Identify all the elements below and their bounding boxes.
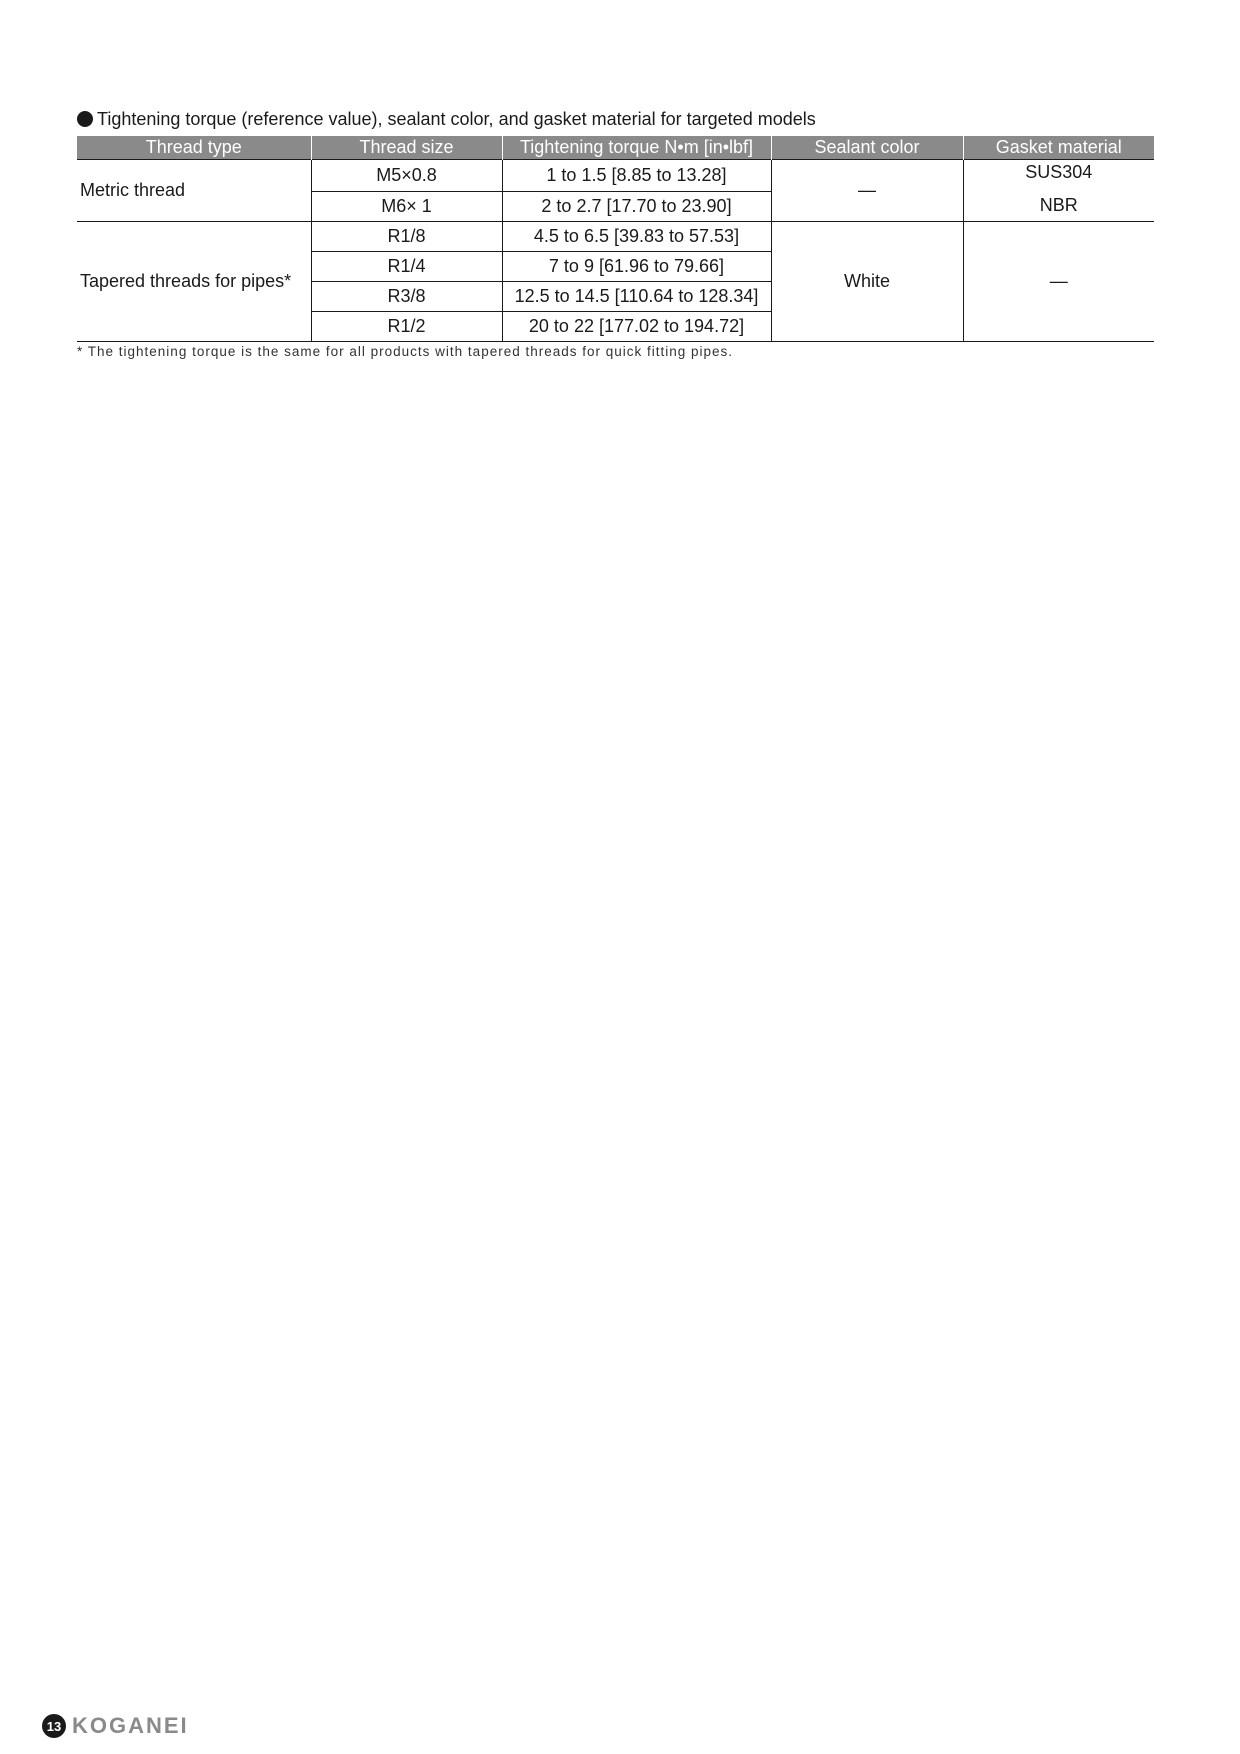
torque-cell: 2 to 2.7 [17.70 to 23.90] [502, 191, 771, 221]
page-footer [42, 1714, 189, 1738]
thread-type-cell: Tapered threads for pipes* [77, 221, 311, 341]
thread-size-cell: M5×0.8 [311, 160, 502, 192]
thread-size-cell: M6× 1 [311, 191, 502, 221]
torque-spec-table [77, 136, 1154, 342]
header-tightening-torque: Tightening torque N•m [in•lbf] [502, 136, 771, 160]
sealant-color-cell: — [771, 160, 963, 222]
torque-cell: 20 to 22 [177.02 to 194.72] [502, 311, 771, 341]
thread-size-cell: R1/8 [311, 221, 502, 251]
table-row [77, 221, 1154, 251]
table-footnote: * The tightening torque is the same for all products with tapered threads for quick fitting pipes. [77, 344, 734, 359]
gasket-material-cell: — [963, 221, 1154, 341]
bullet-icon [77, 111, 93, 127]
header-thread-type: Thread type [77, 136, 311, 160]
torque-cell: 12.5 to 14.5 [110.64 to 128.34] [502, 281, 771, 311]
gasket-material-cell: NBR [963, 191, 1154, 221]
gasket-material-cell: SUS304 [963, 160, 1154, 192]
thread-type-cell: Metric thread [77, 160, 311, 222]
torque-cell: 1 to 1.5 [8.85 to 13.28] [502, 160, 771, 192]
table-row [77, 160, 1154, 192]
header-thread-size: Thread size [311, 136, 502, 160]
table-header-row [77, 136, 1154, 160]
section-heading-text: Tightening torque (reference value), sealant color, and gasket material for targeted models [97, 109, 816, 129]
page-number: 13 [42, 1714, 66, 1738]
torque-cell: 7 to 9 [61.96 to 79.66] [502, 251, 771, 281]
thread-size-cell: R1/2 [311, 311, 502, 341]
thread-size-cell: R3/8 [311, 281, 502, 311]
section-heading [77, 108, 816, 130]
brand-logo: KOGANEI [72, 1713, 189, 1738]
sealant-color-cell: White [771, 221, 963, 341]
thread-size-cell: R1/4 [311, 251, 502, 281]
torque-cell: 4.5 to 6.5 [39.83 to 57.53] [502, 221, 771, 251]
header-sealant-color: Sealant color [771, 136, 963, 160]
header-gasket-material: Gasket material [963, 136, 1154, 160]
